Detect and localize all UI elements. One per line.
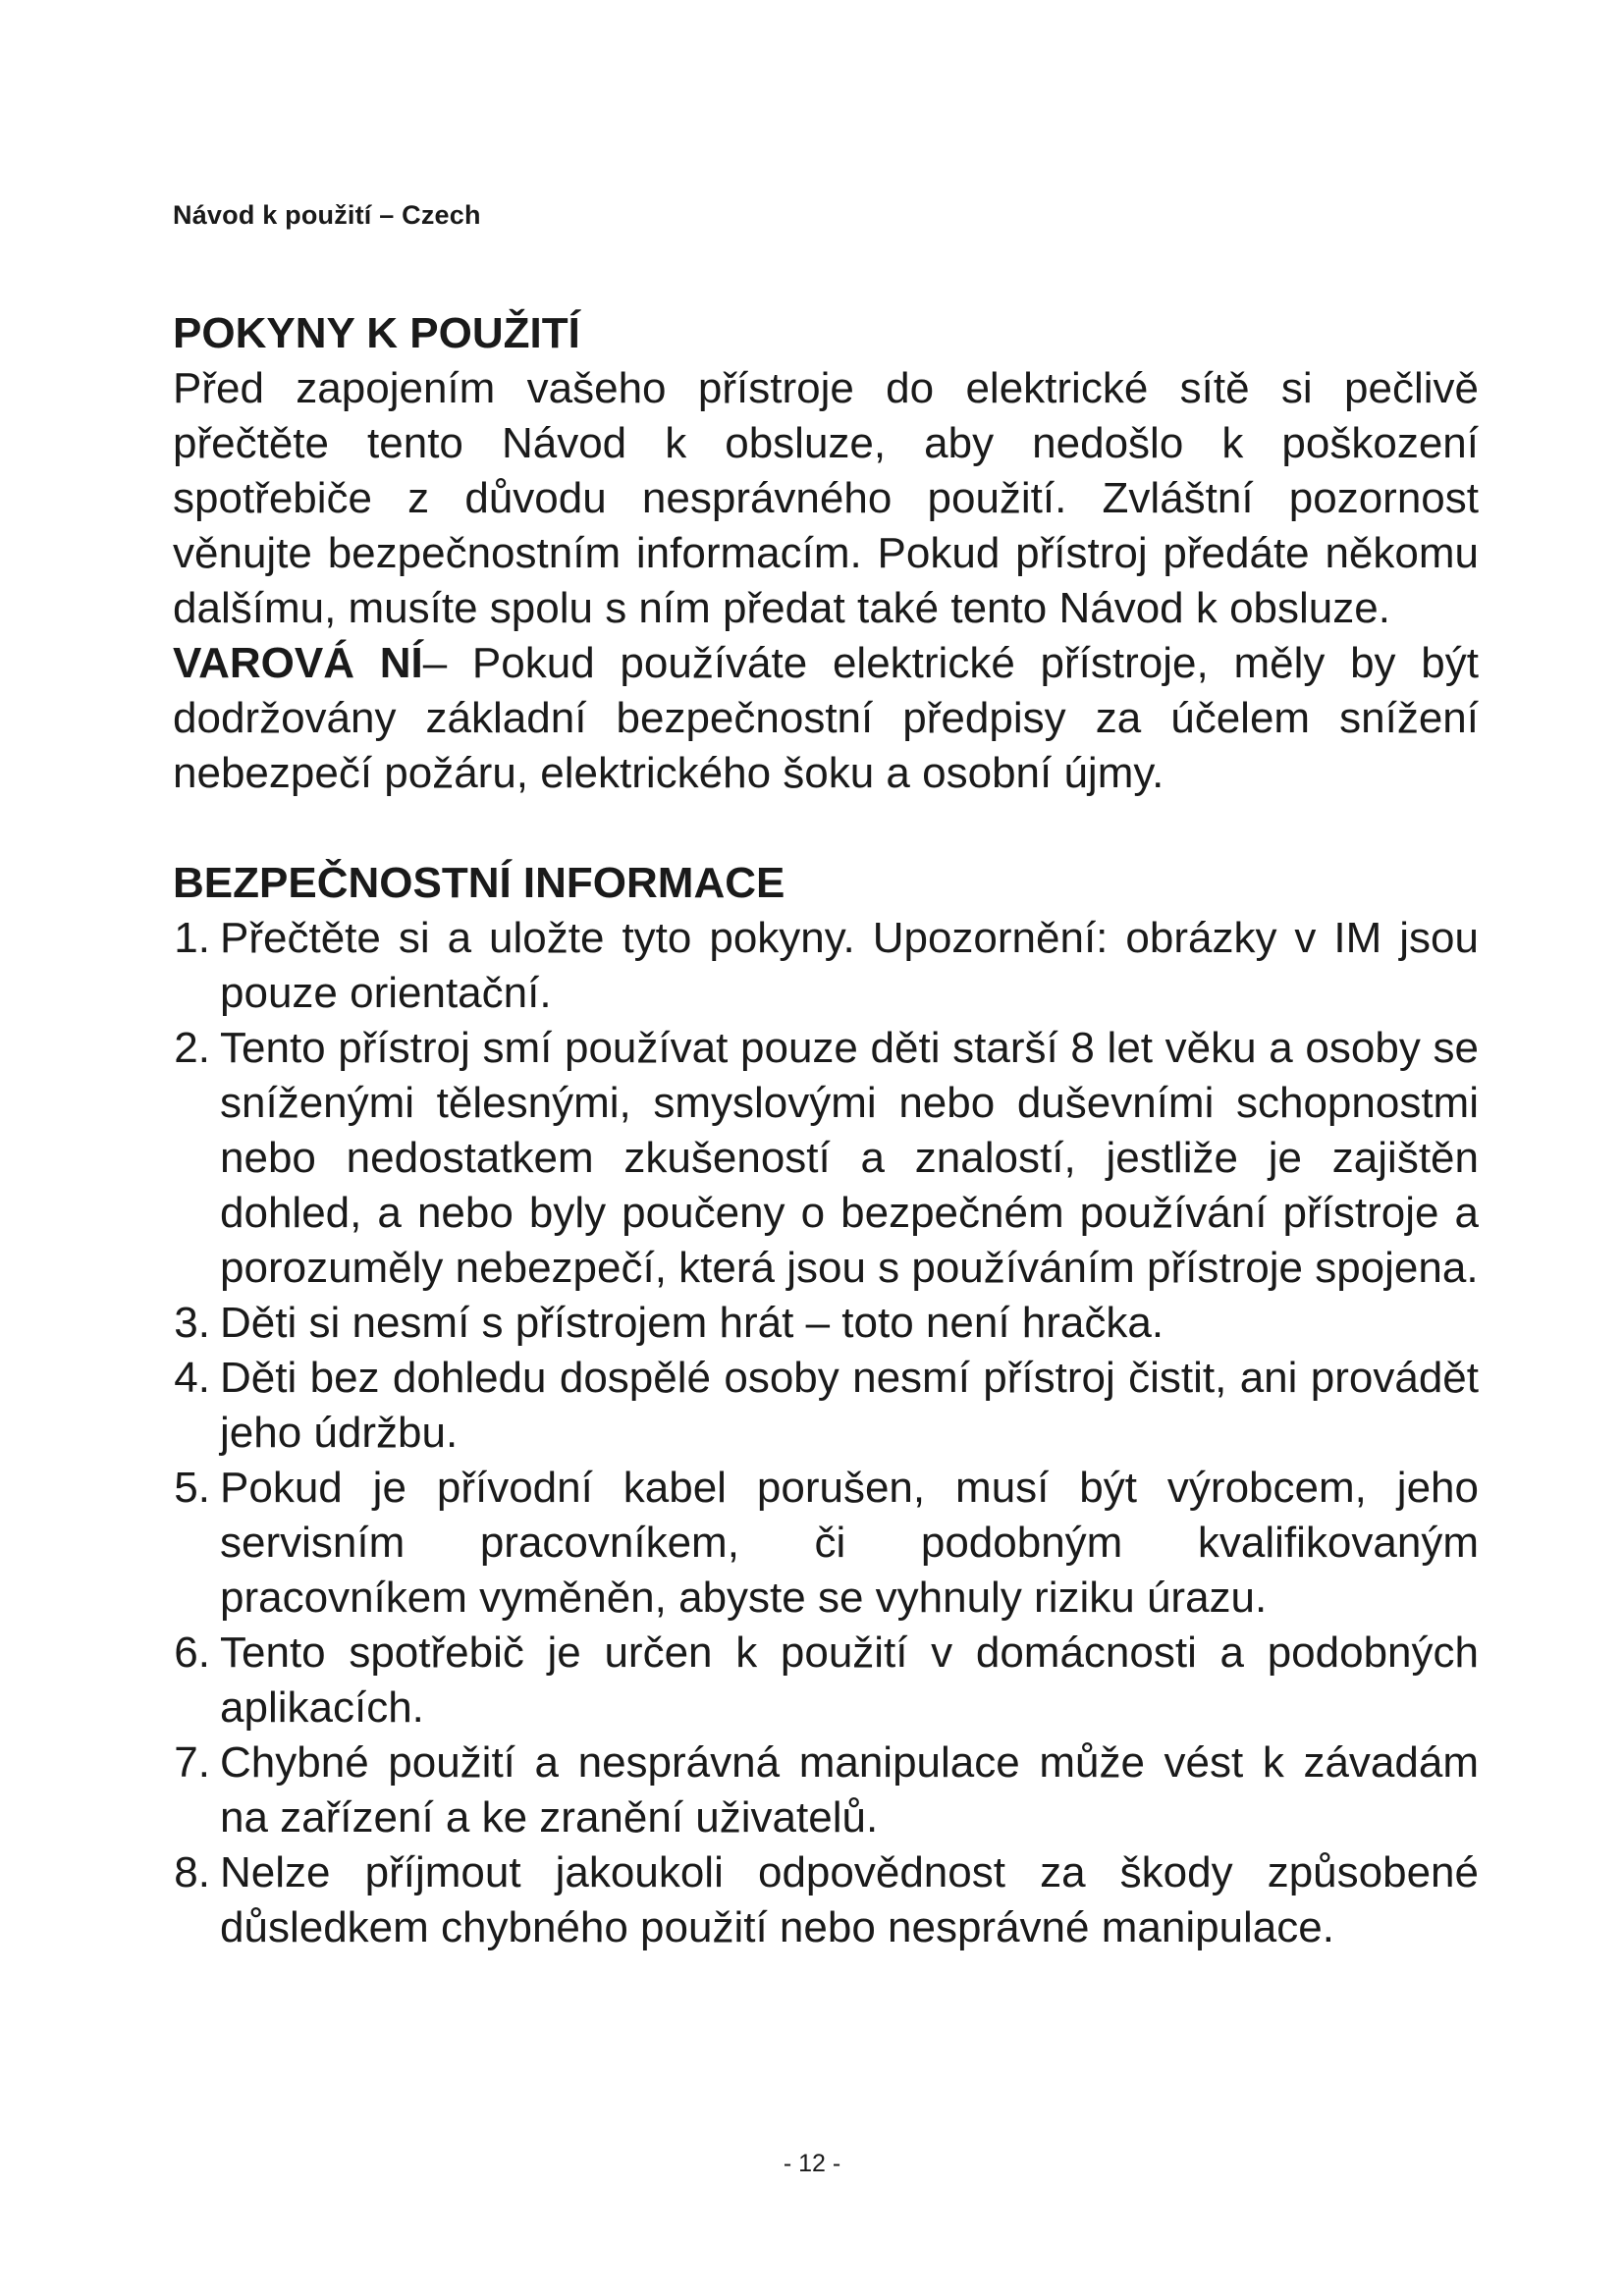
list-item-number: 3.: [174, 1299, 210, 1347]
list-item: [173, 1845, 1479, 1955]
list-item-text: Tento spotřebič je určen k použití v domácnosti a podobných aplikacích.: [220, 1629, 1479, 1732]
section-heading-instructions: POKYNY K POUŽITÍ: [173, 309, 580, 357]
list-item-text: Chybné použití a nesprávná manipulace může vést k závadám na zařízení a ke zranění uživatelů.: [220, 1738, 1479, 1842]
list-item: [173, 1021, 1479, 1296]
page-content: [173, 306, 1479, 1955]
list-item-number: 8.: [174, 1848, 210, 1896]
warning-text: – Pokud používáte elektrické přístroje, měly by být dodržovány základní bezpečnostní předpisy za účelem snížení nebezpečí požáru, elektrického šoku a osobní újmy.: [173, 639, 1479, 797]
list-item-number: 2.: [174, 1024, 210, 1072]
list-item: [173, 1351, 1479, 1461]
intro-paragraph: Před zapojením vašeho přístroje do elektrické sítě si pečlivě přečtěte tento Návod k obsluze, aby nedošlo k poškození spotřebiče z důvodu nesprávného použití. Zvláštní pozornost věnujte bezpečnostním informacím. Pokud přístroj předáte někomu dalšímu, musíte spolu s ním předat také tento Návod k obsluze.: [173, 364, 1479, 632]
warning-label: VAROVÁ NÍ: [173, 639, 423, 687]
list-item-number: 1.: [174, 914, 210, 962]
list-item-text: Přečtěte si a uložte tyto pokyny. Upozornění: obrázky v IM jsou pouze orientační.: [220, 914, 1479, 1017]
list-item-number: 4.: [174, 1354, 210, 1402]
instructions-section: [173, 306, 1479, 801]
list-item: [173, 1626, 1479, 1735]
list-item: [173, 1735, 1479, 1845]
list-item: [173, 1461, 1479, 1626]
page-number: - 12 -: [783, 2150, 841, 2177]
running-header: Návod k použití – Czech: [173, 200, 481, 230]
list-item-text: Pokud je přívodní kabel porušen, musí být výrobcem, jeho servisním pracovníkem, či podobným kvalifikovaným pracovníkem vyměněn, abyste se vyhnuly riziku úrazu.: [220, 1464, 1479, 1622]
list-item: [173, 1296, 1479, 1351]
section-heading-safety: BEZPEČNOSTNÍ INFORMACE: [173, 859, 785, 907]
list-item: [173, 911, 1479, 1021]
safety-section: [173, 856, 1479, 1955]
list-item-text: Děti bez dohledu dospělé osoby nesmí přístroj čistit, ani provádět jeho údržbu.: [220, 1354, 1479, 1457]
list-item-number: 7.: [174, 1738, 210, 1787]
list-item-text: Tento přístroj smí používat pouze děti starší 8 let věku a osoby se sníženými tělesnými, smyslovými nebo duševními schopnostmi nebo nedostatkem zkušeností a znalostí, jestliže je zajištěn dohled, a nebo byly poučeny o bezpečném používání přístroje a porozuměly nebezpečí, která jsou s používáním přístroje spojena.: [220, 1024, 1479, 1292]
list-item-number: 6.: [174, 1629, 210, 1677]
list-item-text: Děti si nesmí s přístrojem hrát – toto není hračka.: [220, 1299, 1164, 1347]
warning-paragraph: [173, 636, 1479, 801]
safety-list: [173, 911, 1479, 1955]
list-item-text: Nelze příjmout jakoukoli odpovědnost za škody způsobené důsledkem chybného použití nebo nesprávné manipulace.: [220, 1848, 1479, 1951]
list-item-number: 5.: [174, 1464, 210, 1512]
